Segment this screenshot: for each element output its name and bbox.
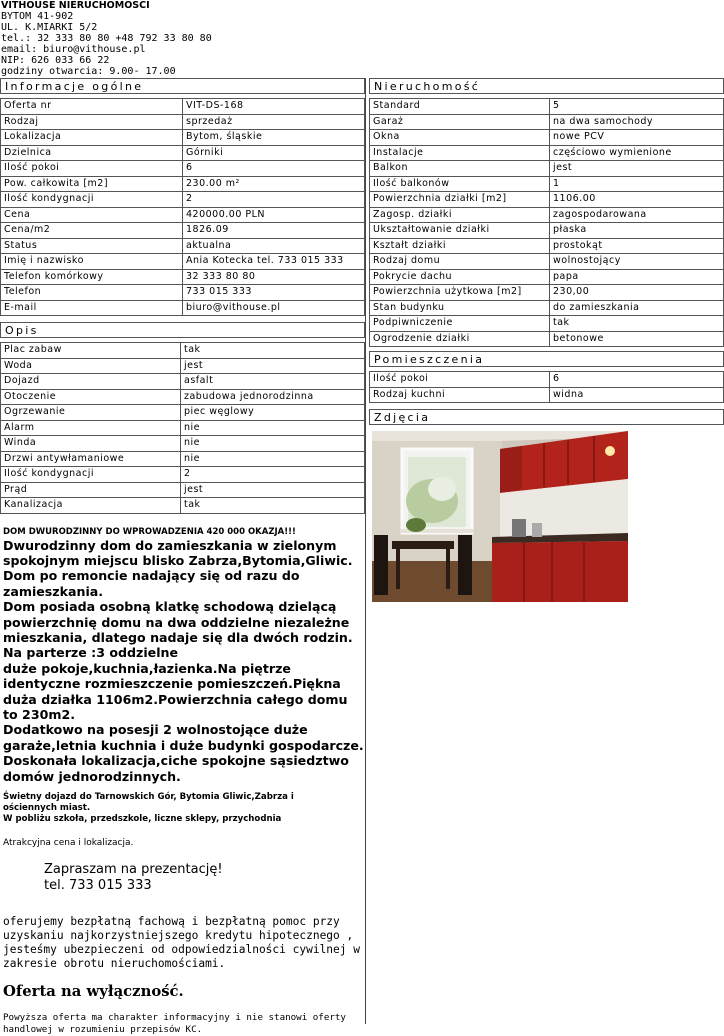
rooms-label: Rodzaj kuchni bbox=[370, 387, 550, 403]
general-info-row bbox=[1, 254, 365, 270]
property-row bbox=[370, 254, 724, 270]
general-info-label: Telefon komórkowy bbox=[1, 269, 183, 285]
property-value: do zamieszkania bbox=[550, 300, 724, 316]
opis-value: jest bbox=[181, 482, 365, 498]
general-info-value: Bytom, śląskie bbox=[183, 130, 365, 146]
description-attractive: Atrakcyjna cena i lokalizacja. bbox=[3, 837, 365, 849]
section-opis-title: Opis bbox=[0, 322, 365, 338]
kitchen-photo[interactable] bbox=[372, 431, 628, 602]
opis-row bbox=[1, 389, 365, 405]
general-info-label: Imię i nazwisko bbox=[1, 254, 183, 270]
general-info-row bbox=[1, 114, 365, 130]
general-info-row bbox=[1, 300, 365, 316]
general-info-value: sprzedaż bbox=[183, 114, 365, 130]
right-column bbox=[369, 78, 724, 1024]
property-row bbox=[370, 207, 724, 223]
property-value: betonowe bbox=[550, 331, 724, 347]
general-info-value: aktualna bbox=[183, 238, 365, 254]
agency-hours: godziny otwarcia: 9.00- 17.00 bbox=[1, 66, 212, 77]
general-info-row bbox=[1, 269, 365, 285]
property-value: jest bbox=[550, 161, 724, 177]
agency-address-street: UL. K.MIARKI 5/2 bbox=[1, 22, 212, 33]
property-value: częściowo wymienione bbox=[550, 145, 724, 161]
property-row bbox=[370, 238, 724, 254]
rooms-row bbox=[370, 372, 724, 388]
property-row bbox=[370, 223, 724, 239]
property-label: Ilość balkonów bbox=[370, 176, 550, 192]
opis-row bbox=[1, 420, 365, 436]
rooms-value: widna bbox=[550, 387, 724, 403]
general-info-row bbox=[1, 145, 365, 161]
general-info-row bbox=[1, 176, 365, 192]
property-row bbox=[370, 130, 724, 146]
general-info-value: biuro@vithouse.pl bbox=[183, 300, 365, 316]
property-value: papa bbox=[550, 269, 724, 285]
section-property-title: Nieruchomość bbox=[369, 78, 724, 94]
general-info-value: 1826.09 bbox=[183, 223, 365, 239]
disclaimer: Powyższa oferta ma charakter informacyjny i nie stanowi oferty handlowej w rozumieniu przepisów KC. bbox=[3, 1012, 365, 1036]
general-info-value: 2 bbox=[183, 192, 365, 208]
property-row bbox=[370, 145, 724, 161]
agency-name: VITHOUSE NIERUCHOMOŚCI bbox=[1, 0, 212, 11]
opis-value: piec węglowy bbox=[181, 405, 365, 421]
exclusive-offer: Oferta na wyłączność. bbox=[3, 983, 365, 1001]
property-label: Kształt działki bbox=[370, 238, 550, 254]
opis-value: nie bbox=[181, 420, 365, 436]
opis-value: tak bbox=[181, 343, 365, 359]
opis-value: nie bbox=[181, 451, 365, 467]
section-photos-title: Zdjęcia bbox=[369, 409, 724, 425]
general-info-row bbox=[1, 192, 365, 208]
opis-label: Prąd bbox=[1, 482, 181, 498]
property-label: Powierzchnia użytkowa [m2] bbox=[370, 285, 550, 301]
general-info-label: Oferta nr bbox=[1, 99, 183, 115]
general-info-label: Cena/m2 bbox=[1, 223, 183, 239]
opis-label: Ogrzewanie bbox=[1, 405, 181, 421]
property-value: 230,00 bbox=[550, 285, 724, 301]
opis-label: Drzwi antywłamaniowe bbox=[1, 451, 181, 467]
description bbox=[0, 526, 365, 1036]
opis-row bbox=[1, 467, 365, 483]
opis-row bbox=[1, 343, 365, 359]
property-row bbox=[370, 114, 724, 130]
general-info-row bbox=[1, 285, 365, 301]
property-row bbox=[370, 285, 724, 301]
property-label: Powierzchnia działki [m2] bbox=[370, 192, 550, 208]
property-label: Rodzaj domu bbox=[370, 254, 550, 270]
opis-value: tak bbox=[181, 498, 365, 514]
property-label: Instalacje bbox=[370, 145, 550, 161]
general-info-value: 6 bbox=[183, 161, 365, 177]
opis-row bbox=[1, 482, 365, 498]
agency-nip: NIP: 626 033 66 22 bbox=[1, 55, 212, 66]
property-value: prostokąt bbox=[550, 238, 724, 254]
property-label: Ukształtowanie działki bbox=[370, 223, 550, 239]
property-label: Zagosp. działki bbox=[370, 207, 550, 223]
property-label: Standard bbox=[370, 99, 550, 115]
property-row bbox=[370, 316, 724, 332]
property-label: Pokrycie dachu bbox=[370, 269, 550, 285]
property-row bbox=[370, 161, 724, 177]
general-info-label: Status bbox=[1, 238, 183, 254]
property-value: 1 bbox=[550, 176, 724, 192]
section-general-title: Informacje ogólne bbox=[0, 78, 365, 94]
property-row bbox=[370, 99, 724, 115]
property-value: na dwa samochody bbox=[550, 114, 724, 130]
property-row bbox=[370, 192, 724, 208]
opis-value: zabudowa jednorodzinna bbox=[181, 389, 365, 405]
property-label: Okna bbox=[370, 130, 550, 146]
property-label: Balkon bbox=[370, 161, 550, 177]
general-info-value: VIT-DS-168 bbox=[183, 99, 365, 115]
opis-label: Otoczenie bbox=[1, 389, 181, 405]
description-access: Świetny dojazd do Tarnowskich Gór, Bytomia Gliwic,Zabrza i ościennych miast. W pobliżu szkoła, przedszkole, liczne sklepy, przychodnia bbox=[3, 792, 365, 825]
rooms-table bbox=[369, 371, 724, 403]
general-info-value: 230.00 m² bbox=[183, 176, 365, 192]
property-label: Garaż bbox=[370, 114, 550, 130]
general-info-value: Ania Kotecka tel. 733 015 333 bbox=[183, 254, 365, 270]
kitchen-photo-image bbox=[372, 431, 628, 602]
general-info-value: 733 015 333 bbox=[183, 285, 365, 301]
property-value: zagospodarowana bbox=[550, 207, 724, 223]
description-headline: DOM DWURODZINNY DO WPROWADZENIA 420 000 OKAZJA!!! bbox=[3, 526, 365, 538]
general-info-row bbox=[1, 223, 365, 239]
section-rooms-title: Pomieszczenia bbox=[369, 351, 724, 367]
general-info-label: Ilość kondygnacji bbox=[1, 192, 183, 208]
opis-label: Ilość kondygnacji bbox=[1, 467, 181, 483]
property-value: tak bbox=[550, 316, 724, 332]
opis-value: asfalt bbox=[181, 374, 365, 390]
opis-row bbox=[1, 358, 365, 374]
general-info-table bbox=[0, 98, 365, 316]
opis-row bbox=[1, 405, 365, 421]
agency-phone: tel.: 32 333 80 80 +48 792 33 80 80 bbox=[1, 33, 212, 44]
opis-row bbox=[1, 451, 365, 467]
description-body: Dwurodzinny dom do zamieszkania w zielonym spokojnym miejscu blisko Zabrza,Bytomia,Gliwic. Dom po remoncie nadający się od razu do zamieszkania. Dom posiada osobną klatkę schodową dzielącą powierzchnię domu na dwa oddzielne niezależne mieszkania, dlatego nadaje się dla dwóch rodzin. Na parterze :3 oddzielne duże pokoje,kuchnia,łazienka.Na piętrze identyczne rozmieszczenie pomieszczeń.Piękna duża działka 1106m2.Powierzchnia całego domu to 230m2. Dodatkowo na posesji 2 wolnostojące duże garaże,letnia kuchnia i duże budynki gospodarcze. Doskonała lokalizacja,ciche spokojne sąsiedztwo domów jednorodzinnych. bbox=[3, 538, 365, 785]
opis-label: Winda bbox=[1, 436, 181, 452]
general-info-label: Ilość pokoi bbox=[1, 161, 183, 177]
general-info-label: Dzielnica bbox=[1, 145, 183, 161]
property-value: wolnostojący bbox=[550, 254, 724, 270]
property-label: Ogrodzenie działki bbox=[370, 331, 550, 347]
general-info-label: Pow. całkowita [m2] bbox=[1, 176, 183, 192]
general-info-row bbox=[1, 207, 365, 223]
property-value: nowe PCV bbox=[550, 130, 724, 146]
general-info-row bbox=[1, 130, 365, 146]
property-row bbox=[370, 300, 724, 316]
general-info-label: Telefon bbox=[1, 285, 183, 301]
opis-label: Kanalizacja bbox=[1, 498, 181, 514]
rooms-label: Ilość pokoi bbox=[370, 372, 550, 388]
rooms-row bbox=[370, 387, 724, 403]
opis-table bbox=[0, 342, 365, 514]
property-row bbox=[370, 269, 724, 285]
opis-label: Alarm bbox=[1, 420, 181, 436]
rooms-value: 6 bbox=[550, 372, 724, 388]
opis-value: 2 bbox=[181, 467, 365, 483]
property-label: Stan budynku bbox=[370, 300, 550, 316]
opis-row bbox=[1, 374, 365, 390]
agency-address-city: BYTOM 41-902 bbox=[1, 11, 212, 22]
description-offer: oferujemy bezpłatną fachową i bezpłatną pomoc przy uzyskaniu najkorzystniejszego kredytu hipotecznego , jesteśmy ubezpieczeni od odpowiedzialności cywilnej w zakresie obrotu nieruchomościami. bbox=[3, 915, 365, 971]
property-table bbox=[369, 98, 724, 347]
general-info-label: Rodzaj bbox=[1, 114, 183, 130]
agency-email: email: biuro@vithouse.pl bbox=[1, 44, 212, 55]
opis-label: Dojazd bbox=[1, 374, 181, 390]
general-info-value: 420000.00 PLN bbox=[183, 207, 365, 223]
property-value: 5 bbox=[550, 99, 724, 115]
left-column bbox=[0, 78, 366, 1024]
property-row bbox=[370, 176, 724, 192]
general-info-label: Lokalizacja bbox=[1, 130, 183, 146]
description-invite: Zapraszam na prezentację! tel. 733 015 333 bbox=[44, 862, 365, 894]
opis-row bbox=[1, 436, 365, 452]
general-info-value: Górniki bbox=[183, 145, 365, 161]
agency-header bbox=[1, 0, 212, 77]
property-row bbox=[370, 331, 724, 347]
general-info-label: E-mail bbox=[1, 300, 183, 316]
opis-row bbox=[1, 498, 365, 514]
general-info-value: 32 333 80 80 bbox=[183, 269, 365, 285]
general-info-row bbox=[1, 99, 365, 115]
property-value: 1106.00 bbox=[550, 192, 724, 208]
opis-label: Woda bbox=[1, 358, 181, 374]
property-value: płaska bbox=[550, 223, 724, 239]
general-info-row bbox=[1, 161, 365, 177]
opis-value: nie bbox=[181, 436, 365, 452]
general-info-row bbox=[1, 238, 365, 254]
general-info-label: Cena bbox=[1, 207, 183, 223]
opis-label: Plac zabaw bbox=[1, 343, 181, 359]
opis-value: jest bbox=[181, 358, 365, 374]
property-label: Podpiwniczenie bbox=[370, 316, 550, 332]
